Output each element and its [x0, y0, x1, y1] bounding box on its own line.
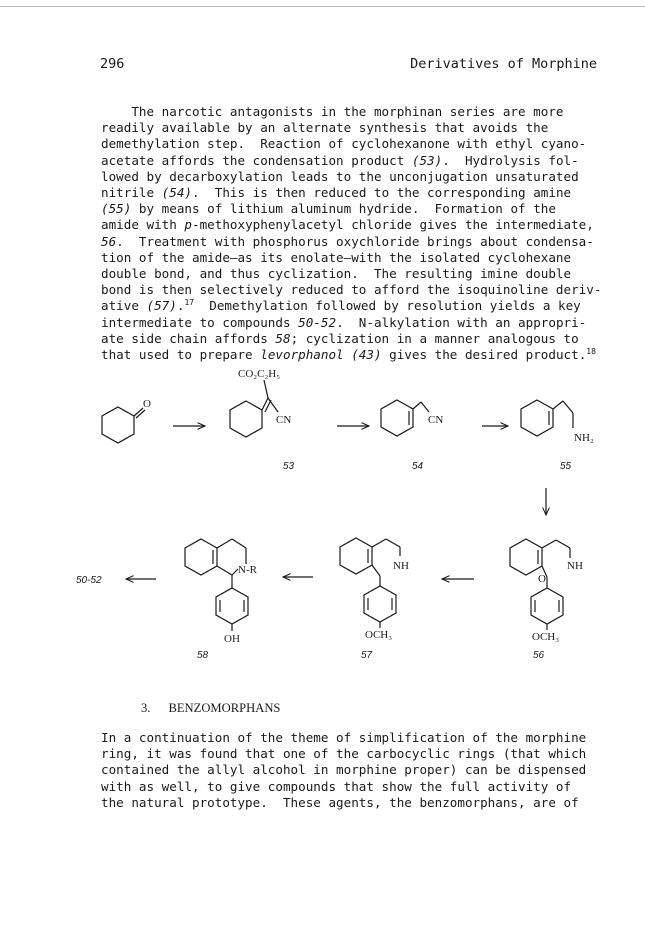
- text-line: [101, 266, 601, 282]
- label-55: 55: [560, 461, 572, 472]
- text-segment: double bond, and thus cyclization. The resulting imine double: [101, 266, 572, 282]
- running-title: Derivatives of Morphine: [410, 56, 597, 72]
- text-segment: nitrile: [101, 185, 162, 201]
- text-segment: . This is then reduced to the corresponding amine: [192, 185, 572, 201]
- text-line: [101, 217, 601, 233]
- text-segment: demethylation step. Reaction of cyclohexanone with ethyl cyano-: [101, 136, 587, 152]
- text-segment: (55): [101, 201, 132, 217]
- text-segment: . Treatment with phosphorus oxychloride brings about condensa-: [116, 233, 594, 249]
- reaction-scheme: [0, 360, 645, 670]
- text-line: [101, 185, 601, 201]
- text-segment: The narcotic antagonists in the morphinan series are more: [101, 104, 564, 119]
- body-paragraph-1: [101, 104, 601, 363]
- text-segment: 50-52: [298, 314, 337, 330]
- text-segment: gives the desired product.: [381, 347, 587, 363]
- text-line: [101, 234, 601, 250]
- cyclohexanone-structure: [102, 407, 145, 443]
- text-line: [101, 169, 601, 185]
- body-paragraph-2: [101, 730, 601, 811]
- text-line: [101, 331, 601, 347]
- text-segment: that used to prepare: [101, 347, 261, 363]
- section-number: 3.: [141, 701, 151, 715]
- label-53: 53: [283, 461, 295, 472]
- text-line: [101, 795, 601, 811]
- atom-oh: OH: [224, 633, 240, 645]
- text-segment: -methoxyphenylacetyl chloride gives the intermediate,: [192, 217, 594, 233]
- text-line: [101, 298, 601, 314]
- label-50-52: 50-52: [76, 575, 102, 586]
- compound-58-structure: [185, 539, 248, 631]
- text-segment: Demethylation followed by resolution yields a key: [194, 298, 581, 314]
- label-54: 54: [412, 461, 424, 472]
- text-segment: ; cyclization in a manner analogous to: [290, 330, 579, 346]
- text-segment: . Hydrolysis fol-: [442, 152, 579, 168]
- label-57: 57: [361, 650, 373, 661]
- text-line: [101, 779, 601, 795]
- label-58: 58: [197, 650, 209, 661]
- text-segment: bond is then selectively reduced to afford the isoquinoline deriv-: [101, 282, 602, 298]
- text-segment: with as well, to give compounds that show the full activity of: [101, 778, 572, 794]
- footnote-ref: 17: [184, 298, 195, 308]
- text-line: [101, 730, 601, 746]
- top-rule: [0, 6, 645, 7]
- text-segment: ative: [101, 298, 147, 314]
- atom-n-r: N-R: [238, 564, 257, 576]
- page-number: 296: [100, 56, 125, 72]
- text-line: [101, 762, 601, 778]
- text-segment: readily available by an alternate synthesis that avoids the: [101, 120, 549, 136]
- text-line: [101, 746, 601, 762]
- compound-53-structure: [230, 380, 278, 437]
- text-line: [101, 315, 601, 331]
- text-segment: contained the allyl alcohol in morphine proper) can be dispensed: [101, 762, 587, 778]
- text-segment: amide with: [101, 217, 185, 233]
- atom-och3-56: OCH₃: [532, 631, 560, 643]
- text-segment: .: [176, 298, 185, 314]
- text-segment: lowed by decarboxylation leads to the unconjugation unsaturated: [101, 168, 579, 184]
- text-line: [101, 136, 601, 152]
- compound-57-structure: [340, 538, 400, 628]
- text-line: [101, 250, 601, 266]
- compound-54-structure: [381, 400, 429, 436]
- text-segment: intermediate to compounds: [101, 314, 299, 330]
- text-line: [101, 153, 601, 169]
- atom-cn-54: CN: [428, 414, 444, 426]
- text-segment: 58: [275, 330, 291, 346]
- atom-amide-o: O: [538, 573, 546, 585]
- text-segment: In a continuation of the theme of simplification of the morphine: [101, 730, 587, 745]
- footnote-ref: 18: [586, 347, 596, 357]
- text-line: [101, 201, 601, 217]
- text-segment: acetate affords the condensation product: [101, 152, 412, 168]
- section-heading: [141, 701, 280, 716]
- atom-o: O: [143, 398, 151, 410]
- text-line: [101, 282, 601, 298]
- text-segment: tion of the amide—as its enolate—with the isolated cyclohexane: [101, 249, 572, 265]
- atom-cn-53: CN: [276, 414, 292, 426]
- text-segment: 56: [101, 233, 117, 249]
- text-segment: p: [184, 217, 192, 233]
- atom-nh-57: NH: [393, 560, 409, 572]
- text-segment: the natural prototype. These agents, the benzomorphans, are of: [101, 794, 579, 810]
- text-segment: ate side chain affords: [101, 330, 276, 346]
- section-title: BENZOMORPHANS: [168, 701, 281, 715]
- text-segment: (54): [161, 185, 193, 201]
- text-segment: (57): [146, 298, 177, 314]
- text-segment: levorphanol (43): [260, 347, 382, 363]
- text-segment: ring, it was found that one of the carbocyclic rings (that which: [101, 746, 587, 762]
- label-56: 56: [533, 650, 545, 661]
- text-line: [101, 120, 601, 136]
- atom-co2c2h5: CO₂C₂H₅: [238, 368, 281, 380]
- text-segment: by means of lithium aluminum hydride. Formation of the: [131, 201, 556, 217]
- text-line: [101, 104, 601, 120]
- text-segment: (53): [411, 152, 443, 168]
- text-segment: . N-alkylation with an appropri-: [336, 314, 587, 330]
- atom-nh2: NH₂: [574, 432, 594, 444]
- compound-55-structure: [521, 400, 573, 436]
- atom-och3-57: OCH₃: [365, 629, 393, 641]
- atom-nh-56: NH: [567, 560, 583, 572]
